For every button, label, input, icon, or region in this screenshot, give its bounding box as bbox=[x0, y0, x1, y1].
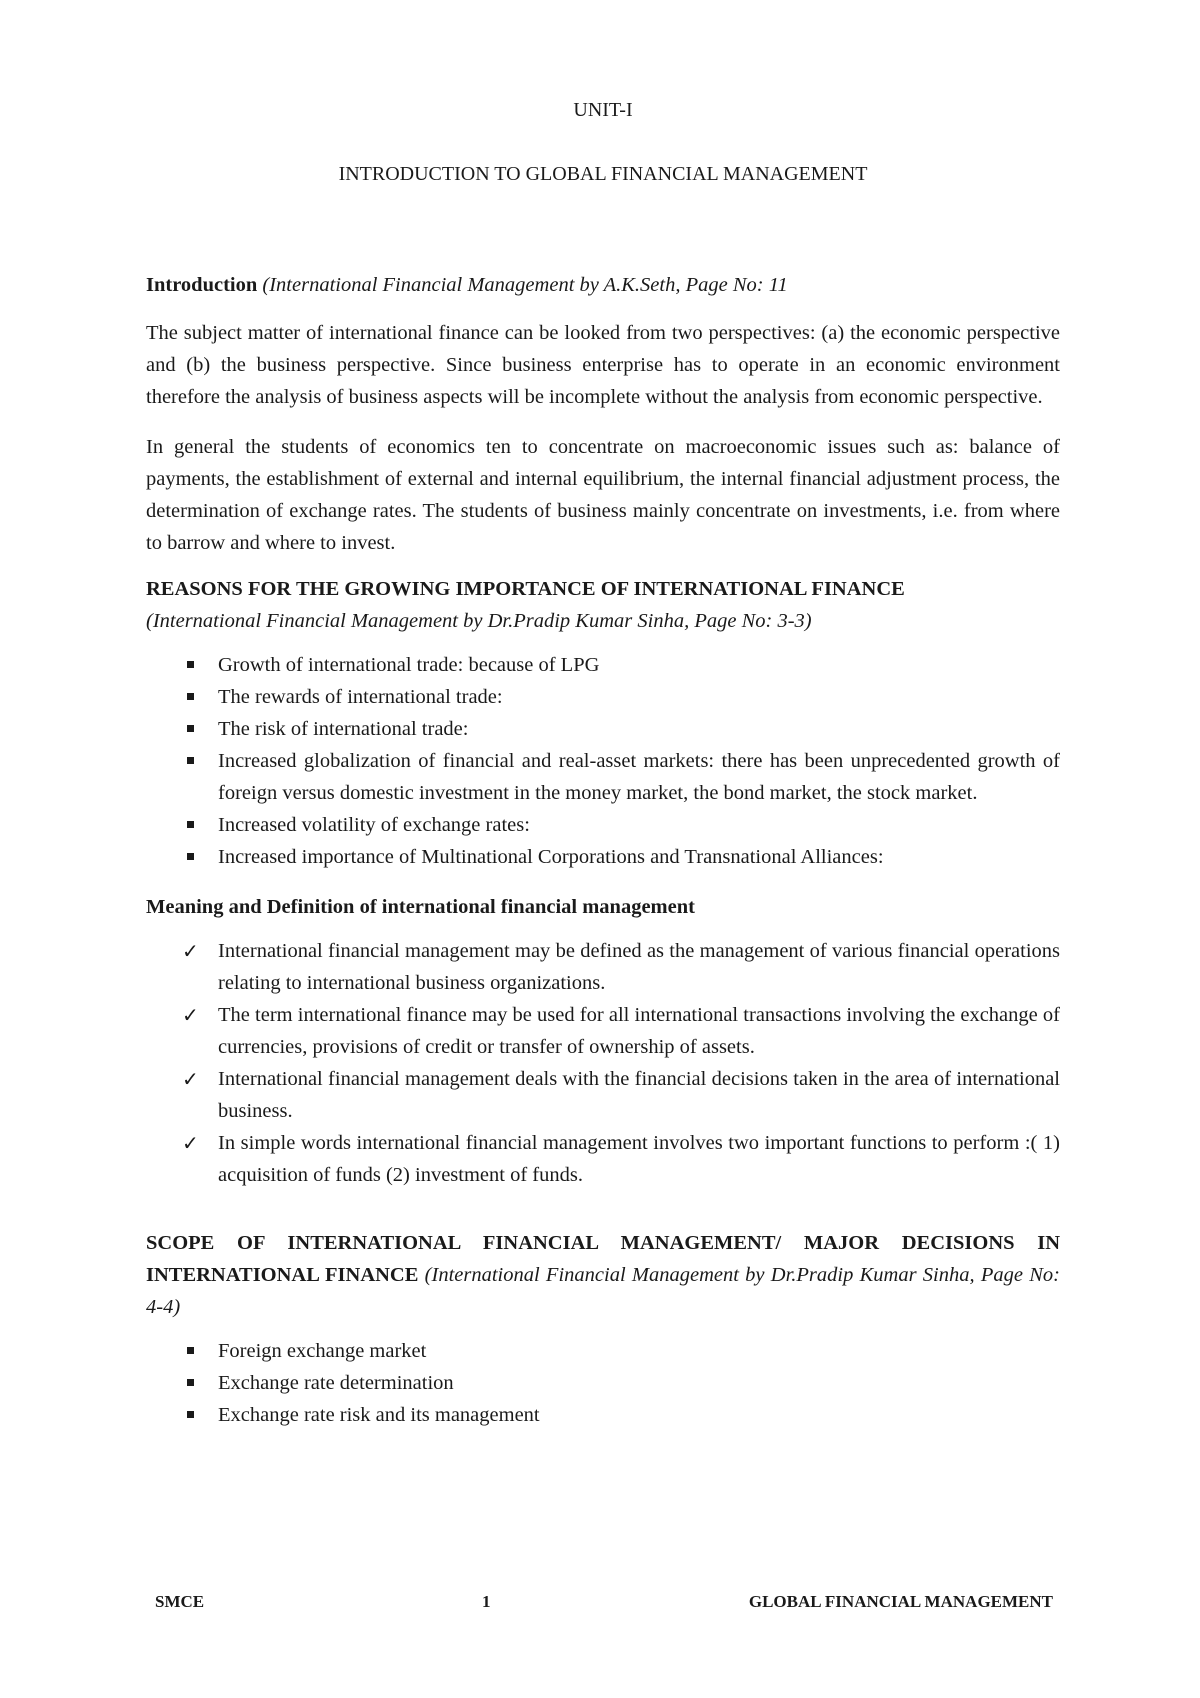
list-item: Exchange rate risk and its management bbox=[146, 1399, 1060, 1431]
page-content bbox=[146, 94, 1060, 1431]
meaning-list bbox=[146, 935, 1060, 1191]
intro-heading: Introduction bbox=[146, 274, 258, 296]
intro-paragraph: The subject matter of international finance can be looked from two perspectives: (a) the economic perspective and (b) the business perspective. Since business enterprise has to operate in an economic environment therefore the analysis of business aspects will be incomplete without the analysis from economic perspective. bbox=[146, 322, 1060, 408]
footer-course-title: GLOBAL FINANCIAL MANAGEMENT bbox=[748, 1592, 1053, 1611]
reasons-list bbox=[146, 649, 1060, 873]
list-item: Increased importance of Multinational Corporations and Transnational Alliances: bbox=[146, 841, 1060, 873]
scope-citation: (International Financial Management by Dr.Pradip Kumar Sinha, Page No: 4-4) bbox=[146, 1264, 1060, 1318]
list-item: ✓ The term international finance may be used for all international transactions involving the exchange of currencies, provisions of credit or transfer of ownership of assets. bbox=[146, 999, 1060, 1063]
intro-citation: (International Financial Management by A.K.Seth, Page No: 11 bbox=[262, 274, 788, 296]
scope-heading: SCOPE OF INTERNATIONAL FINANCIAL MANAGEMENT/ MAJOR DECISIONS IN INTERNATIONAL FINANCE bbox=[146, 1232, 1060, 1286]
reasons-heading: REASONS FOR THE GROWING IMPORTANCE OF INTERNATIONAL FINANCE bbox=[146, 578, 905, 600]
scope-list bbox=[146, 1335, 1060, 1431]
list-item: ✓ International financial management may be defined as the management of various financial operations relating to international business organizations. bbox=[146, 935, 1060, 999]
page-footer bbox=[155, 1592, 1053, 1616]
list-item: Increased volatility of exchange rates: bbox=[146, 809, 1060, 841]
list-item: Increased globalization of financial and real-asset markets: there has been unprecedented growth of foreign versus domestic investment in the money market, the bond market, the stock market. bbox=[146, 745, 1060, 809]
intro-paragraph: In general the students of economics ten to concentrate on macroeconomic issues such as: balance of payments, the establishment of external and internal equilibrium, the internal financial adjustment process, the determination of exchange rates. The students of business mainly concentrate on investments, i.e. from where to barrow and where to invest. bbox=[146, 436, 1060, 554]
footer-page-number: 1 bbox=[482, 1592, 491, 1611]
unit-heading: UNIT-I bbox=[573, 99, 633, 121]
intro-heading-line bbox=[146, 269, 1060, 301]
scope-heading-line bbox=[146, 1227, 1060, 1323]
list-item: Foreign exchange market bbox=[146, 1335, 1060, 1367]
list-item: ✓ International financial management deals with the financial decisions taken in the area of international business. bbox=[146, 1063, 1060, 1127]
list-item: ✓ In simple words international financial management involves two important functions to perform :( 1) acquisition of funds (2) investment of funds. bbox=[146, 1127, 1060, 1191]
list-item: Exchange rate determination bbox=[146, 1367, 1060, 1399]
list-item: The rewards of international trade: bbox=[146, 681, 1060, 713]
list-item: The risk of international trade: bbox=[146, 713, 1060, 745]
meaning-heading: Meaning and Definition of international financial management bbox=[146, 896, 695, 918]
document-title: INTRODUCTION TO GLOBAL FINANCIAL MANAGEMENT bbox=[338, 163, 868, 185]
list-item: Growth of international trade: because of LPG bbox=[146, 649, 1060, 681]
footer-institution: SMCE bbox=[155, 1592, 205, 1611]
reasons-citation: (International Financial Management by Dr.Pradip Kumar Sinha, Page No: 3-3) bbox=[146, 610, 812, 632]
